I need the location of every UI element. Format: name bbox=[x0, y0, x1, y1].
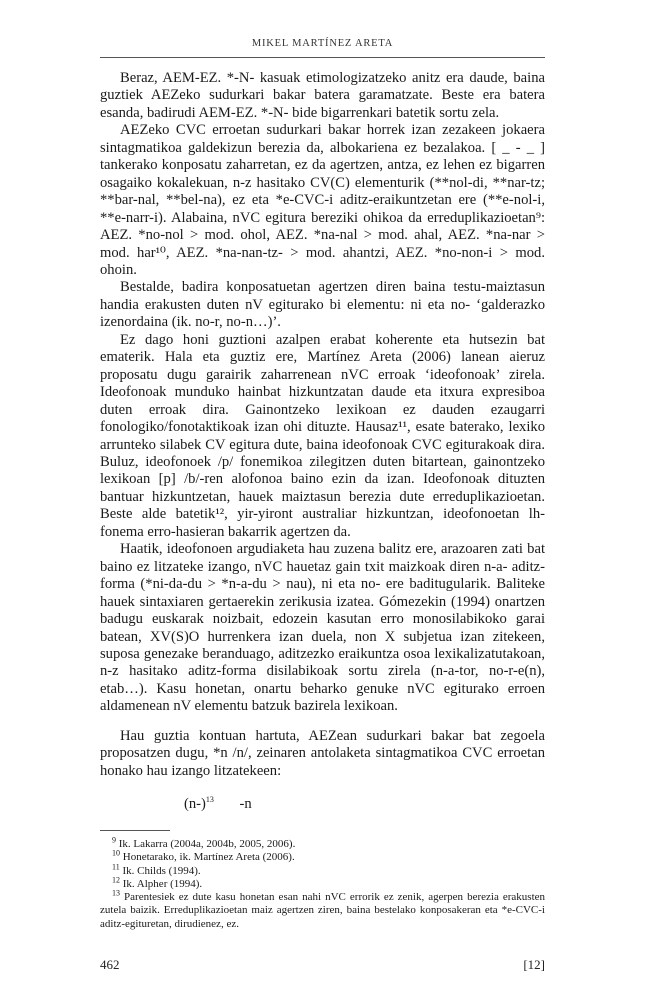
footnotes bbox=[100, 835, 546, 931]
running-head: MIKEL MARTÍNEZ ARETA bbox=[251, 38, 394, 49]
formula-left: $(n-)^{13}$ bbox=[184, 795, 214, 813]
footnote-marker: 13 bbox=[205, 795, 214, 805]
formula-right: -n bbox=[239, 796, 252, 813]
footnote-rule bbox=[100, 830, 170, 831]
section-number: [12] bbox=[523, 957, 545, 972]
footnote: $^{10}$ Honetarako, ik. Martínez Areta (2006). bbox=[112, 848, 295, 864]
footnote: $^9$ Ik. Lakarra (2004a, 2004b, 2005, 2006). bbox=[112, 835, 296, 850]
footnote: $^{11}$ Ik. Childs (1994). bbox=[112, 861, 201, 877]
paragraph: AEZeko CVC erroetan sudurkari bakar horrek izan zezakeen jokaera sintagmatikoa galdekizun berezia da, albokariena ez bezalakoa. [ _ - _ ] tankerako konposatu zaharretan, ez da agertzen, antza, ez lehen ez bigarren osagaiko kokalekuan, n-z hasitako CV(C) elementurik (**nol-di, **nar-tz; **bar-nal, **bel-na), ez eta *e-CVC-i aditz-eraikuntzetan ere (**e-nol-i, **e-narr-i). Alabaina, nVC egitura bereziki ohikoa da erreduplikazioetan⁹: AEZ. *no-nol > mod. ohol, AEZ. *na-nal > mod. ahal, AEZ. *na-nar > mod. har¹⁰, AEZ. *na-nan-tz- > mod. ahantzi, AEZ. *no-non-i > mod. ohoin. bbox=[100, 122, 545, 278]
page-number: 462 bbox=[100, 957, 120, 972]
paragraph: Ez dago honi guztioni azalpen erabat koherente eta hutsezin bat ematerik. Hala eta guztiz ere, Martínez Areta (2006) lanean aieruz proposatu dugu garairik zaharrenean nVC erroak ‘ideofonoak’ zirela. Ideofonoak munduko hainbat hizkuntzatan daude eta itxura expresiboa duten erroak dira. Gainontzeko lexikoan ez dauden ezaugarri fonologiko/fonotaktikoak izan ohi dituzte. Hausaz¹¹, esate baterako, lexiko arrunteko silabek CV egitura dute, baina ideofonoak CVC egiturakoak dira. Buluz, ideofonoek /p/ fonemikoa zilegitzen duten bitartean, gainontzeko lexikoan [p] /b/-ren alofonoa baino ezin da izan. Ideofonoak dituzten bantuar hizkuntzetan, hauek maiztasun berezia dute erreduplikazioetan. Beste alde batetik¹², yir-yiront australiar hizkuntzan, ideofonoetan lh- fonema erro-hasieran bakarrik agertzen da. bbox=[100, 331, 545, 540]
footnote: $^{13}$ Parentesiek ez dute kasu honetan esan nahi nVC errorik ez zenik, agerpen berezia erakusten zutela baizik. Erreduplikazioetan maiz agertzen ziren, baina bestelako konposakeran eta *e-CVC-i aditz-egituretan, dirudienez, ez. bbox=[100, 888, 546, 930]
paragraph: Bestalde, badira konposatuetan agertzen diren baina testu-maiztasun handia erakusten duten nV egiturako bi elementu: ni eta no- ‘galderazko izenordaina (ik. no-r, no-n…)’. bbox=[100, 279, 545, 331]
formula bbox=[184, 796, 545, 813]
body-text bbox=[100, 70, 545, 814]
header-rule bbox=[100, 57, 545, 58]
footnote: $^{12}$ Ik. Alpher (1994). bbox=[112, 875, 203, 890]
paragraph: Hau guztia kontuan hartuta, AEZean sudurkari bakar bat zegoela proposatzen dugu, *n /n/, zeinaren antolaketa sintagmatikoa CVC erroetan honako hau izango litzatekeen: bbox=[100, 727, 545, 779]
paragraph: Beraz, AEM-EZ. *-N- kasuak etimologizatzeko anitz era daude, baina guztiek AEZeko sudurkari bakar batera garamatzate. Beste era batera esanda, badirudi AEM-EZ. *-N- bide bigarrenkari batetik sortu zela. bbox=[100, 70, 545, 121]
paragraph: Haatik, ideofonoen argudiaketa hau zuzena balitz ere, arazoaren zati bat baino ez litzateke izango, nVC hauetaz gain txit maizkoak diren n-a- aditz-forma (*ni-da-du > *n-a-du > nau), ni eta no- ere baditugularik. Baliteke hauek sintaxiaren gertaerekin zerikusia izatea. Gómezekin (1994) onartzen badugu euskarak noizbait, edozein kasutan erro monosilabikoko garai batean, XV(S)O hurrenkera izan duela, non X subjetua izan zitekeen, suposa genezake beranduago, aditzezko eraikuntza osoa lexikalizatutakoan, n-z hasitako aditz-forma disilabikoak sortu zirela (n-a-tor, no-r-e(n), etab…). Kasu honetan, onartu beharko genuke nVC egiturako erroen aldamenean nV elementu batzuk bazirela lexikoan. bbox=[100, 541, 545, 715]
